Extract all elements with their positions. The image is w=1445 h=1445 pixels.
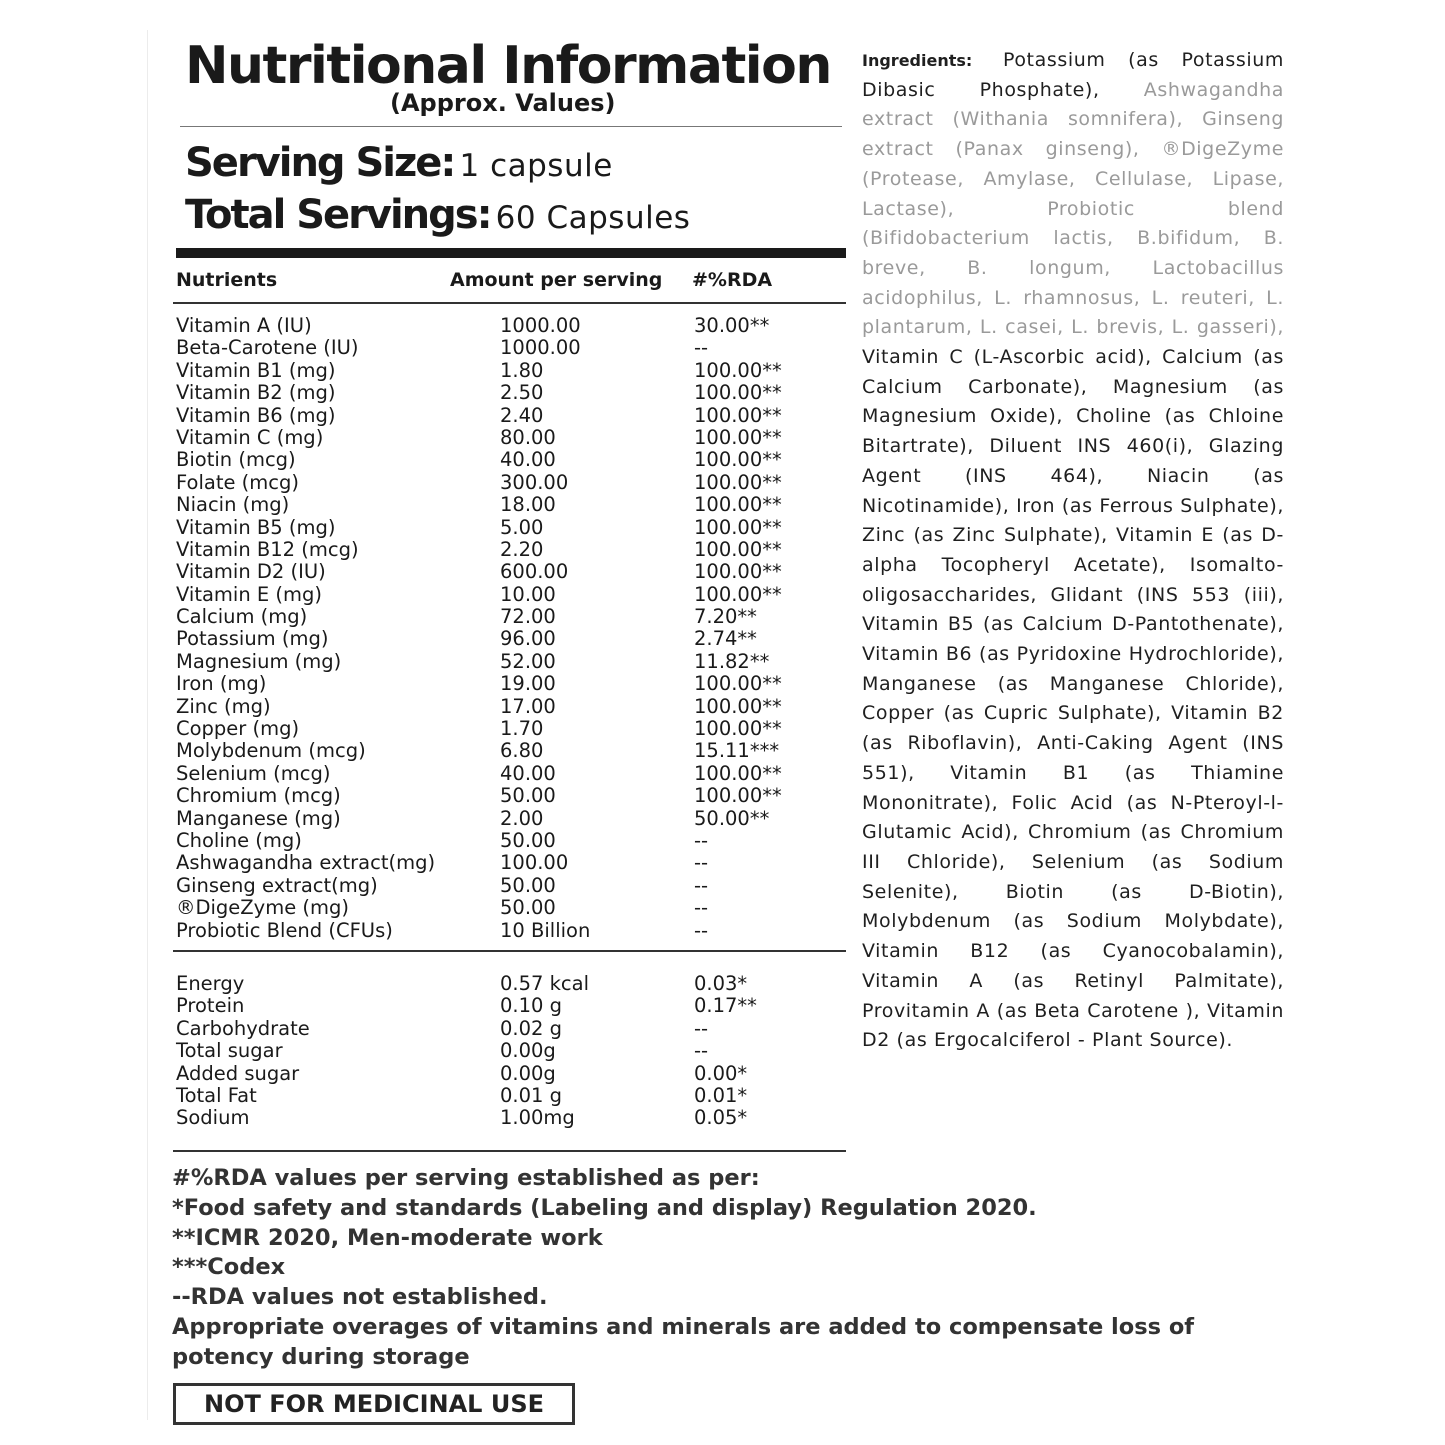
table-row: [176, 973, 816, 995]
table-row: [176, 382, 816, 404]
rda-percent: --: [694, 896, 709, 920]
amount-per-serving: 1.70: [500, 717, 544, 741]
table-row: [176, 472, 816, 494]
thick-divider: [176, 248, 846, 258]
amount-per-serving: 6.80: [500, 739, 544, 763]
rda-percent: 0.17**: [694, 994, 757, 1018]
footnote-line: potency during storage: [172, 1343, 470, 1370]
rda-percent: --: [694, 1039, 709, 1063]
footnote-line: Appropriate overages of vitamins and minerals are added to compensate loss of: [172, 1313, 1195, 1340]
total-servings-value: 60 Capsules: [495, 200, 691, 236]
table-row: [176, 852, 816, 874]
table-row: [176, 561, 816, 583]
footnote-line: --RDA values not established.: [172, 1284, 548, 1311]
ingredients-text-part-2: Vitamin C (L-Ascorbic acid), Calcium (as Calcium Carbonate), Magnesium (as Magnesium Oxide), Choline (as Chloine Bitartrate), Diluent INS 460(i), Glazing Agent (INS 464), Niacin (as Nicotinamide), Iron (as Ferrous Sulphate), Zinc (as Zinc Sulphate), Vitamin E (as D-alpha Tocopheryl Acetate), Isomalto-oligosaccharides, Glidant (INS 553 (iii), Vitamin B5 (as Calcium D-Pantothenate), Vitamin B6 (as Pyridoxine Hydrochloride), Manganese (as Manganese Chloride), Copper (as Cupric Sulphate), Vitamin B2 (as Riboflavin), Anti-Caking Agent (INS 551), Vitamin B1 (as Thiamine Mononitrate), Folic Acid (as N-Pteroyl-l-Glutamic Acid), Chromium (as Chromium III Chloride), Selenium (as Sodium Selenite), Biotin (as D-Biotin), Molybdenum (as Sodium Molybdate), Vitamin B12 (as Cyanocobalamin), Vitamin A (as Retinyl Palmitate), Provitamin A (as Beta Carotene ), Vitamin D2 (as Ergocalciferol - Plant Source).: [862, 346, 1284, 1052]
rda-percent: 100.00**: [694, 717, 782, 741]
column-header-amount: Amount per serving: [450, 269, 663, 291]
nutrient-name: Folate (mcg): [176, 470, 299, 494]
energy-table: [176, 973, 816, 1130]
amount-per-serving: 1.80: [500, 358, 544, 382]
rda-percent: 0.01*: [694, 1083, 748, 1107]
nutrient-name: Manganese (mg): [176, 806, 341, 830]
rda-percent: 100.00**: [694, 515, 782, 539]
table-row: [176, 808, 816, 830]
rda-percent: 100.00**: [694, 448, 782, 472]
table-row: [176, 494, 816, 516]
table-row: [176, 1018, 816, 1040]
amount-per-serving: 40.00: [500, 448, 556, 472]
rda-percent: 30.00**: [694, 314, 770, 337]
ingredients-label: Ingredients:: [862, 51, 973, 70]
amount-per-serving: 1.00mg: [500, 1106, 575, 1130]
rda-percent: 100.00**: [694, 381, 782, 405]
rda-percent: --: [694, 828, 709, 852]
nutrient-name: Vitamin B12 (mcg): [176, 537, 359, 561]
ingredients-block: [862, 46, 1284, 1056]
column-header-nutrients: Nutrients: [176, 269, 278, 291]
rda-percent: 100.00**: [694, 537, 782, 561]
nutrient-name: Total Fat: [176, 1083, 257, 1107]
serving-size-label: Serving Size:: [185, 140, 455, 186]
amount-per-serving: 10 Billion: [500, 918, 591, 942]
footnote-line: #%RDA values per serving established as per:: [172, 1165, 760, 1191]
table-row: [176, 785, 816, 807]
rda-percent: 0.05*: [694, 1106, 748, 1130]
amount-per-serving: 50.00: [500, 873, 556, 897]
amount-per-serving: 17.00: [500, 694, 556, 718]
rda-percent: --: [694, 336, 709, 360]
table-row: [176, 763, 816, 785]
rda-percent: --: [694, 851, 709, 875]
nutrient-name: Biotin (mcg): [176, 448, 296, 472]
footnote-line: *Food safety and standards (Labeling and display) Regulation 2020.: [172, 1194, 1037, 1221]
amount-per-serving: 5.00: [500, 515, 544, 539]
nutrient-name: Vitamin E (mg): [176, 582, 323, 606]
rda-percent: --: [694, 1016, 709, 1040]
amount-per-serving: 600.00: [500, 560, 569, 584]
rda-percent: 100.00**: [694, 672, 782, 696]
amount-per-serving: 50.00: [500, 784, 556, 808]
table-row: [176, 897, 816, 919]
table-row: [176, 920, 816, 942]
nutrient-name: Vitamin A (IU): [176, 314, 312, 337]
nutrient-name: Protein: [176, 994, 245, 1018]
table-row: [176, 1085, 816, 1107]
rda-percent: 11.82**: [694, 649, 770, 673]
table-row: [176, 696, 816, 718]
amount-per-serving: 10.00: [500, 582, 556, 606]
table-row: [176, 740, 816, 762]
table-row: [176, 875, 816, 897]
serving-size-value: 1 capsule: [459, 148, 613, 184]
page-title: Nutritional Information: [185, 36, 831, 96]
nutrient-name: Carbohydrate: [176, 1016, 310, 1040]
nutrient-name: ®DigeZyme (mg): [176, 896, 349, 920]
page-edge-line: [147, 30, 148, 1420]
not-for-medicinal-use-badge: NOT FOR MEDICINAL USE: [173, 1383, 575, 1425]
table-row: [176, 405, 816, 427]
nutrient-name: Zinc (mg): [176, 694, 271, 718]
footnote-line: ***Codex: [172, 1254, 286, 1281]
nutrient-name: Vitamin B2 (mg): [176, 381, 336, 405]
table-row: [176, 830, 816, 852]
nutrient-name: Energy: [176, 972, 245, 995]
rda-percent: 100.00**: [694, 784, 782, 808]
table-row: [176, 1063, 816, 1085]
rda-percent: 0.03*: [694, 972, 748, 995]
column-header-rda: #%RDA: [692, 269, 773, 291]
table-row: [176, 517, 816, 539]
rda-percent: 15.11***: [694, 739, 780, 763]
nutrient-name: Vitamin B5 (mg): [176, 515, 336, 539]
nutrient-name: Sodium: [176, 1106, 250, 1130]
ingredients-text-faded: Ashwagandha extract (Withania somnifera), Ginseng extract (Panax ginseng), ®DigeZyme (Protease, Amylase, Cellulase, Lipase, Lactase), Probiotic blend (Bifidobacterium lactis, B.bifidum, B. breve, B. longum, Lactobacillus acidophilus, L. rhamnosus, L. reuteri, L. plantarum, L. casei, L. brevis, L. gasseri),: [862, 78, 1284, 339]
amount-per-serving: 1000.00: [500, 336, 581, 360]
nutrient-name: Added sugar: [176, 1061, 300, 1085]
rda-percent: 100.00**: [694, 493, 782, 517]
nutrient-name: Beta-Carotene (IU): [176, 336, 359, 360]
table-row: [176, 427, 816, 449]
table-row: [176, 673, 816, 695]
rda-percent: 100.00**: [694, 358, 782, 382]
amount-per-serving: 50.00: [500, 828, 556, 852]
table-row: [176, 628, 816, 650]
table-row: [176, 315, 816, 337]
rda-percent: --: [694, 918, 709, 942]
amount-per-serving: 0.10 g: [500, 994, 562, 1018]
section-divider: [173, 950, 846, 952]
amount-per-serving: 2.20: [500, 537, 544, 561]
table-row: [176, 606, 816, 628]
nutrient-name: Molybdenum (mcg): [176, 739, 366, 763]
amount-per-serving: 72.00: [500, 605, 556, 629]
table-end-divider: [173, 1150, 846, 1152]
header-divider: [173, 302, 846, 304]
footnotes: [172, 1164, 1194, 1373]
nutrient-name: Vitamin C (mg): [176, 425, 324, 449]
rda-percent: 100.00**: [694, 403, 782, 427]
amount-per-serving: 2.40: [500, 403, 544, 427]
amount-per-serving: 0.00g: [500, 1061, 556, 1085]
nutrient-name: Potassium (mg): [176, 627, 329, 651]
rda-percent: 0.00*: [694, 1061, 748, 1085]
table-row: [176, 584, 816, 606]
nutrient-name: Vitamin B6 (mg): [176, 403, 336, 427]
divider: [180, 126, 842, 127]
amount-per-serving: 1000.00: [500, 314, 581, 337]
nutrient-name: Chromium (mcg): [176, 784, 341, 808]
total-servings-label: Total Servings:: [185, 192, 491, 238]
rda-percent: 100.00**: [694, 425, 782, 449]
table-row: [176, 449, 816, 471]
rda-percent: 100.00**: [694, 761, 782, 785]
amount-per-serving: 0.00g: [500, 1039, 556, 1063]
nutrient-name: Calcium (mg): [176, 605, 308, 629]
rda-percent: 100.00**: [694, 582, 782, 606]
ingredients-text-part-1: Potassium (as Potassium Dibasic Phosphate),: [862, 49, 1284, 101]
amount-per-serving: 2.00: [500, 806, 544, 830]
nutrient-name: Probiotic Blend (CFUs): [176, 918, 393, 942]
nutrient-name: Ashwagandha extract(mg): [176, 851, 436, 875]
nutrient-table: [176, 315, 816, 942]
nutrient-name: Magnesium (mg): [176, 649, 342, 673]
rda-percent: 100.00**: [694, 560, 782, 584]
amount-per-serving: 96.00: [500, 627, 556, 651]
amount-per-serving: 300.00: [500, 470, 569, 494]
nutrient-name: Selenium (mcg): [176, 761, 331, 785]
nutrient-name: Choline (mg): [176, 828, 302, 852]
table-row: [176, 995, 816, 1017]
table-row: [176, 337, 816, 359]
nutrient-name: Niacin (mg): [176, 493, 290, 517]
amount-per-serving: 18.00: [500, 493, 556, 517]
nutrient-name: Copper (mg): [176, 717, 300, 741]
nutrient-name: Vitamin B1 (mg): [176, 358, 336, 382]
amount-per-serving: 50.00: [500, 896, 556, 920]
table-row: [176, 718, 816, 740]
table-row: [176, 539, 816, 561]
footnote-line: **ICMR 2020, Men-moderate work: [172, 1224, 603, 1251]
table-row: [176, 1107, 816, 1129]
amount-per-serving: 2.50: [500, 381, 544, 405]
amount-per-serving: 80.00: [500, 425, 556, 449]
serving-size: [185, 138, 613, 196]
table-row: [176, 651, 816, 673]
rda-percent: --: [694, 873, 709, 897]
total-servings: [185, 190, 690, 248]
nutrient-name: Vitamin D2 (IU): [176, 560, 326, 584]
rda-percent: 100.00**: [694, 694, 782, 718]
rda-percent: 50.00**: [694, 806, 770, 830]
amount-per-serving: 19.00: [500, 672, 556, 696]
table-row: [176, 1040, 816, 1062]
amount-per-serving: 0.02 g: [500, 1016, 562, 1040]
rda-percent: 100.00**: [694, 470, 782, 494]
rda-percent: 7.20**: [694, 605, 757, 629]
amount-per-serving: 52.00: [500, 649, 556, 673]
page-subtitle: (Approx. Values): [390, 89, 616, 117]
nutrient-name: Total sugar: [176, 1039, 283, 1063]
rda-percent: 2.74**: [694, 627, 757, 651]
table-row: [176, 360, 816, 382]
amount-per-serving: 0.57 kcal: [500, 972, 589, 995]
nutrient-name: Iron (mg): [176, 672, 267, 696]
amount-per-serving: 40.00: [500, 761, 556, 785]
nutrient-name: Ginseng extract(mg): [176, 873, 378, 897]
amount-per-serving: 0.01 g: [500, 1083, 562, 1107]
amount-per-serving: 100.00: [500, 851, 569, 875]
